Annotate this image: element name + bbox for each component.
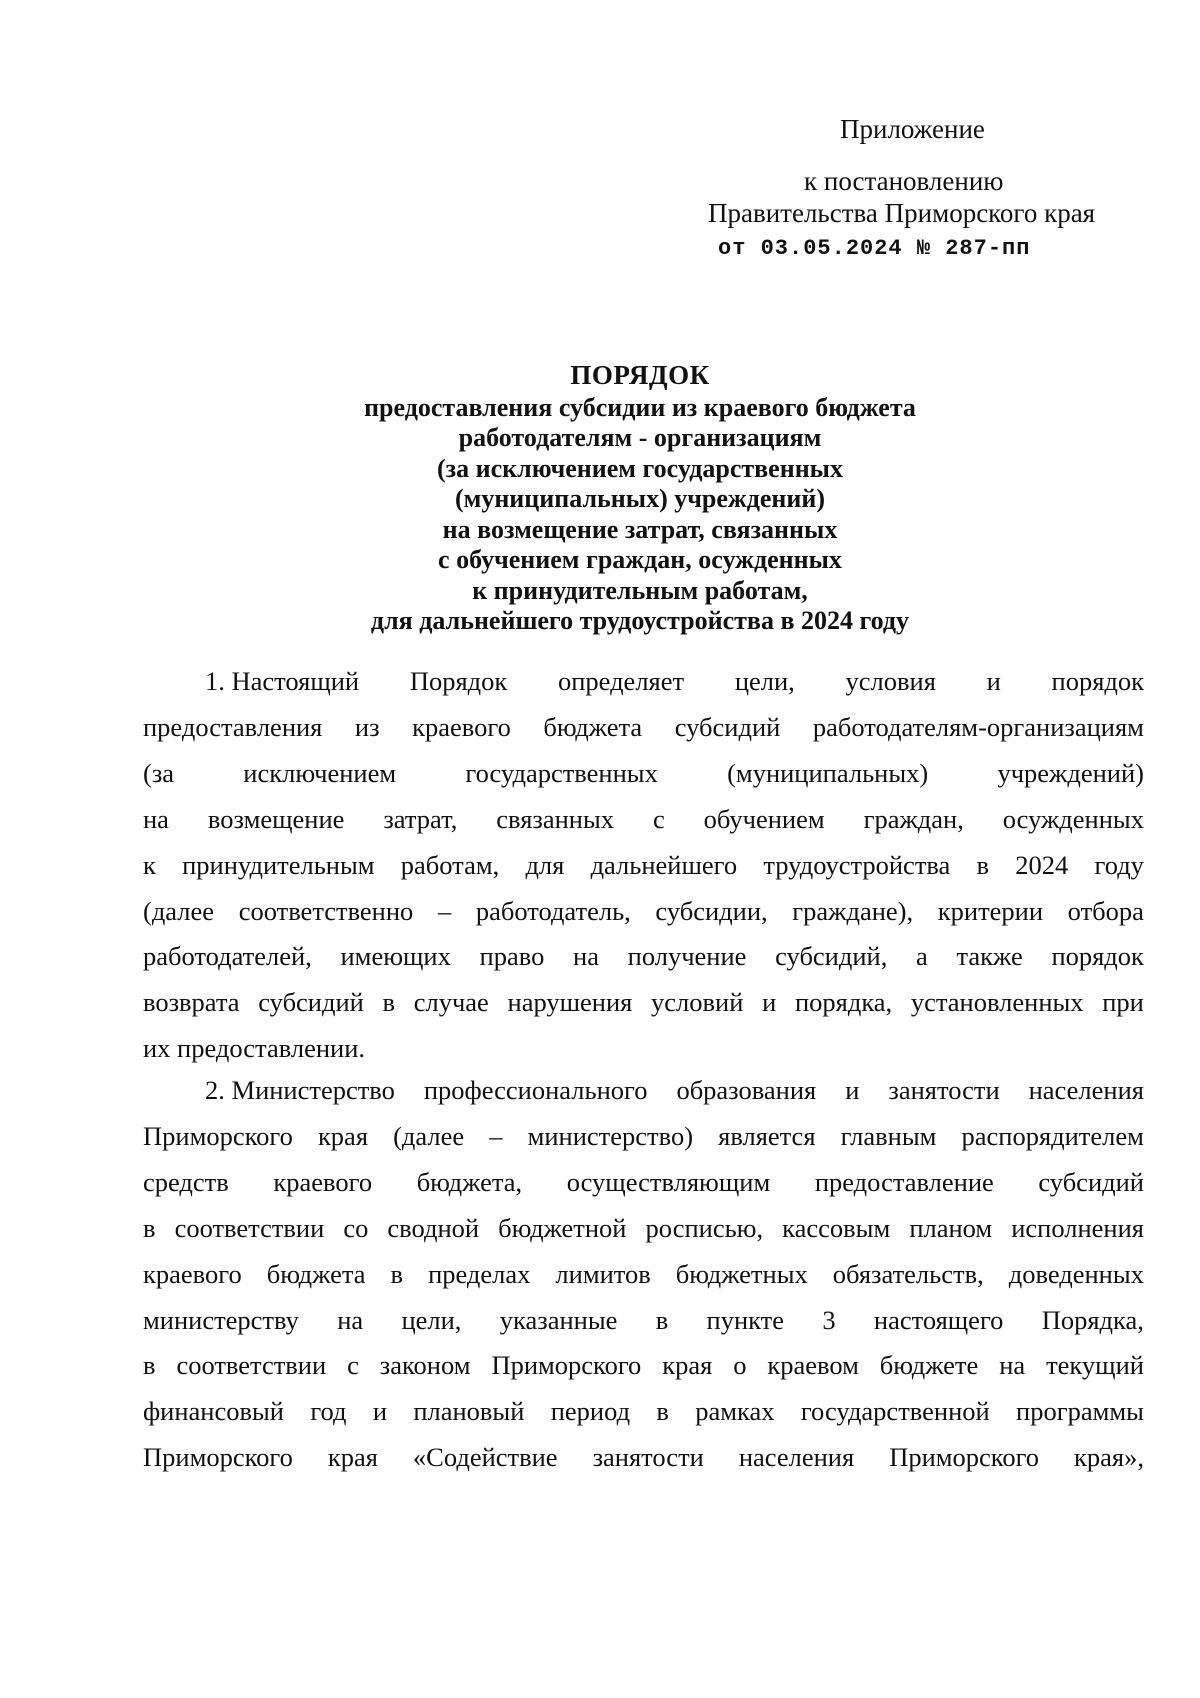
word: и	[372, 1396, 387, 1427]
word: занятости	[592, 1442, 704, 1473]
word: Приморского	[143, 1120, 293, 1151]
word: порядка,	[794, 987, 893, 1018]
word: соответствии	[176, 1350, 327, 1381]
word: субсидий	[258, 987, 364, 1018]
word: программы	[1016, 1396, 1144, 1427]
word: края	[327, 1442, 378, 1473]
word: цели,	[734, 666, 795, 696]
word: государственных	[465, 757, 658, 788]
word: субсидий,	[775, 941, 888, 972]
word: субсидии,	[655, 895, 768, 926]
word: о	[733, 1350, 747, 1381]
word: установленных	[910, 987, 1084, 1018]
word: учреждений)	[997, 757, 1144, 788]
word: предоставления	[143, 711, 323, 742]
word: бюджета	[266, 1258, 366, 1289]
paragraph-line	[143, 1444, 1144, 1471]
word: соответственно	[238, 895, 414, 926]
word: к	[143, 849, 156, 880]
title-line: к принудительным работам,	[472, 575, 808, 605]
word: (далее	[393, 1120, 465, 1151]
word: с	[652, 803, 665, 834]
paragraph-line	[143, 849, 1144, 880]
word: исполнения	[1011, 1212, 1144, 1243]
word: Приморского	[143, 1442, 293, 1473]
word: субсидий	[674, 711, 781, 742]
word: –	[437, 895, 452, 926]
word: определяет	[557, 666, 685, 696]
paragraph-line	[143, 1258, 1144, 1289]
word: бюджетной	[498, 1212, 627, 1243]
word: исключением	[243, 757, 397, 788]
word: распорядителем	[961, 1120, 1144, 1151]
word: краевом	[767, 1350, 859, 1381]
paragraph-line	[143, 1035, 1144, 1062]
word: обучением	[703, 803, 825, 834]
word: Приморского	[491, 1350, 642, 1381]
word: –	[489, 1120, 503, 1151]
word: в	[143, 1350, 156, 1381]
paragraph-line	[143, 989, 1144, 1016]
word: отбора	[1067, 895, 1144, 926]
word: в	[382, 987, 396, 1018]
word: возмещение	[207, 803, 345, 834]
word: получение	[627, 941, 747, 972]
word: бюджетных	[675, 1258, 808, 1289]
word: главным	[840, 1120, 937, 1151]
decree-number-stamp: от 03.05.2024 № 287-пп	[718, 236, 1031, 261]
word: на	[573, 941, 599, 972]
title-line: (муниципальных) учреждений)	[454, 484, 826, 513]
paragraph-line	[143, 1352, 1144, 1379]
word: «Содействие	[412, 1442, 558, 1473]
word: работам,	[400, 849, 500, 880]
word: и	[986, 666, 1001, 696]
word: нарушения	[507, 987, 633, 1018]
word: граждане),	[792, 895, 914, 926]
paragraph-line	[143, 1166, 1144, 1197]
word: 2024	[1015, 849, 1069, 880]
word: при	[1102, 987, 1144, 1018]
paragraph-line	[205, 668, 1144, 695]
word: населения	[1028, 1075, 1144, 1105]
word: текущий	[1046, 1350, 1144, 1381]
attachment-authority: Правительства Приморского края	[708, 198, 1096, 228]
word: края»,	[1074, 1442, 1144, 1473]
word: бюджете	[879, 1350, 979, 1381]
word: лимитов	[555, 1258, 651, 1289]
word: субсидий	[1038, 1166, 1144, 1197]
word: критерии	[937, 895, 1044, 926]
word: является	[718, 1120, 816, 1151]
word: в	[656, 1396, 669, 1427]
word: также	[956, 941, 1023, 972]
document-title-block	[280, 360, 1000, 637]
word: случае	[413, 987, 489, 1018]
word: плановый	[413, 1396, 525, 1427]
word: работодателям-организациям	[812, 711, 1144, 742]
word: период	[550, 1396, 631, 1427]
word: затрат,	[383, 803, 458, 834]
word: а	[916, 941, 928, 972]
word: в	[976, 849, 990, 880]
word: 3	[822, 1304, 836, 1335]
word: связанных	[496, 803, 615, 834]
word: планом	[909, 1212, 993, 1243]
word: краевого	[143, 1258, 242, 1289]
word: (муниципальных)	[727, 757, 929, 788]
title-line: на возмещение затрат, связанных	[442, 514, 838, 544]
title-line: предоставления субсидии из краевого бюджета	[364, 392, 916, 422]
word: на	[999, 1350, 1026, 1381]
attachment-reference: к постановлению	[804, 166, 1004, 196]
word: министерство)	[527, 1120, 694, 1151]
paragraph-line	[143, 895, 1144, 926]
title-line: для дальнейшего трудоустройства в 2024 году	[370, 606, 910, 635]
paragraph-line	[143, 1304, 1144, 1335]
word: цели,	[401, 1304, 462, 1335]
word: работодателей,	[143, 941, 312, 972]
word: средств	[143, 1166, 229, 1197]
word: обязательств,	[832, 1258, 984, 1289]
paragraph-line	[143, 1398, 1144, 1425]
word: доведенных	[1008, 1258, 1144, 1289]
word: Порядка,	[1041, 1304, 1144, 1335]
word: Порядок	[409, 666, 508, 696]
word: порядок	[1051, 941, 1144, 972]
word: в	[390, 1258, 404, 1289]
word: пределах	[428, 1258, 531, 1289]
word: принудительным	[182, 849, 375, 880]
word: имеющих	[340, 941, 451, 972]
word: год	[310, 1396, 347, 1427]
word: края	[662, 1350, 713, 1381]
paragraph-line	[143, 1120, 1144, 1151]
word: на	[143, 803, 169, 834]
word: для	[525, 849, 565, 880]
word: (далее	[143, 895, 215, 926]
word: граждан,	[863, 803, 964, 834]
word: настоящего	[873, 1304, 1004, 1335]
word: условий	[651, 987, 744, 1018]
word: их предоставлении.	[143, 1033, 366, 1064]
paragraph-line	[205, 1077, 1144, 1104]
word: в	[655, 1304, 669, 1335]
title-line: (за исключением государственных	[437, 453, 843, 483]
word: возврата	[143, 987, 240, 1018]
title-line: с обучением граждан, осужденных	[438, 545, 842, 574]
paragraph-line	[143, 757, 1144, 788]
word: края	[317, 1120, 369, 1151]
word: осуществляющим	[566, 1166, 771, 1197]
word: право	[479, 941, 545, 972]
paragraph-line	[143, 1212, 1144, 1243]
word: Приморского	[889, 1442, 1040, 1473]
paragraph-line	[143, 803, 1144, 834]
word: с	[347, 1350, 359, 1381]
word: бюджета,	[416, 1166, 523, 1197]
word: пункте	[706, 1304, 785, 1335]
word: министерству	[143, 1304, 299, 1335]
word: со	[343, 1212, 369, 1243]
word: образования	[676, 1075, 817, 1105]
paragraph-line	[143, 943, 1144, 970]
word: указанные	[499, 1304, 618, 1335]
word: осужденных	[1002, 803, 1144, 834]
word: условия	[845, 666, 936, 696]
word: профессионального	[423, 1075, 648, 1105]
word: трудоустройства	[763, 849, 951, 880]
word: дальнейшего	[590, 849, 738, 880]
word: 2. Министерство	[205, 1075, 395, 1105]
word: краевого	[412, 711, 511, 742]
word: предоставление	[814, 1166, 994, 1197]
word: соответствии	[174, 1212, 325, 1243]
word: (за	[143, 757, 175, 788]
word: из	[354, 711, 380, 742]
word: сводной	[387, 1212, 480, 1243]
word: и	[845, 1075, 860, 1105]
word: финансовый	[143, 1396, 284, 1427]
word: порядок	[1051, 666, 1144, 696]
word: работодатель,	[475, 895, 631, 926]
word: населения	[738, 1442, 855, 1473]
word: рамках	[695, 1396, 775, 1427]
word: в	[143, 1212, 156, 1243]
word: бюджета	[543, 711, 643, 742]
attachment-title: Приложение	[840, 114, 985, 144]
word: на	[337, 1304, 364, 1335]
word: государственной	[800, 1396, 990, 1427]
document-heading: ПОРЯДОК	[570, 360, 710, 390]
word: росписью,	[645, 1212, 764, 1243]
word: году	[1094, 849, 1144, 880]
word: занятости	[888, 1075, 1000, 1105]
word: законом	[379, 1350, 471, 1381]
word: 1. Настоящий	[205, 666, 360, 696]
paragraph-line	[143, 711, 1144, 742]
word: краевого	[273, 1166, 373, 1197]
word: кассовым	[782, 1212, 891, 1243]
word: и	[762, 987, 777, 1018]
title-line: работодателям - организациям	[458, 423, 822, 452]
